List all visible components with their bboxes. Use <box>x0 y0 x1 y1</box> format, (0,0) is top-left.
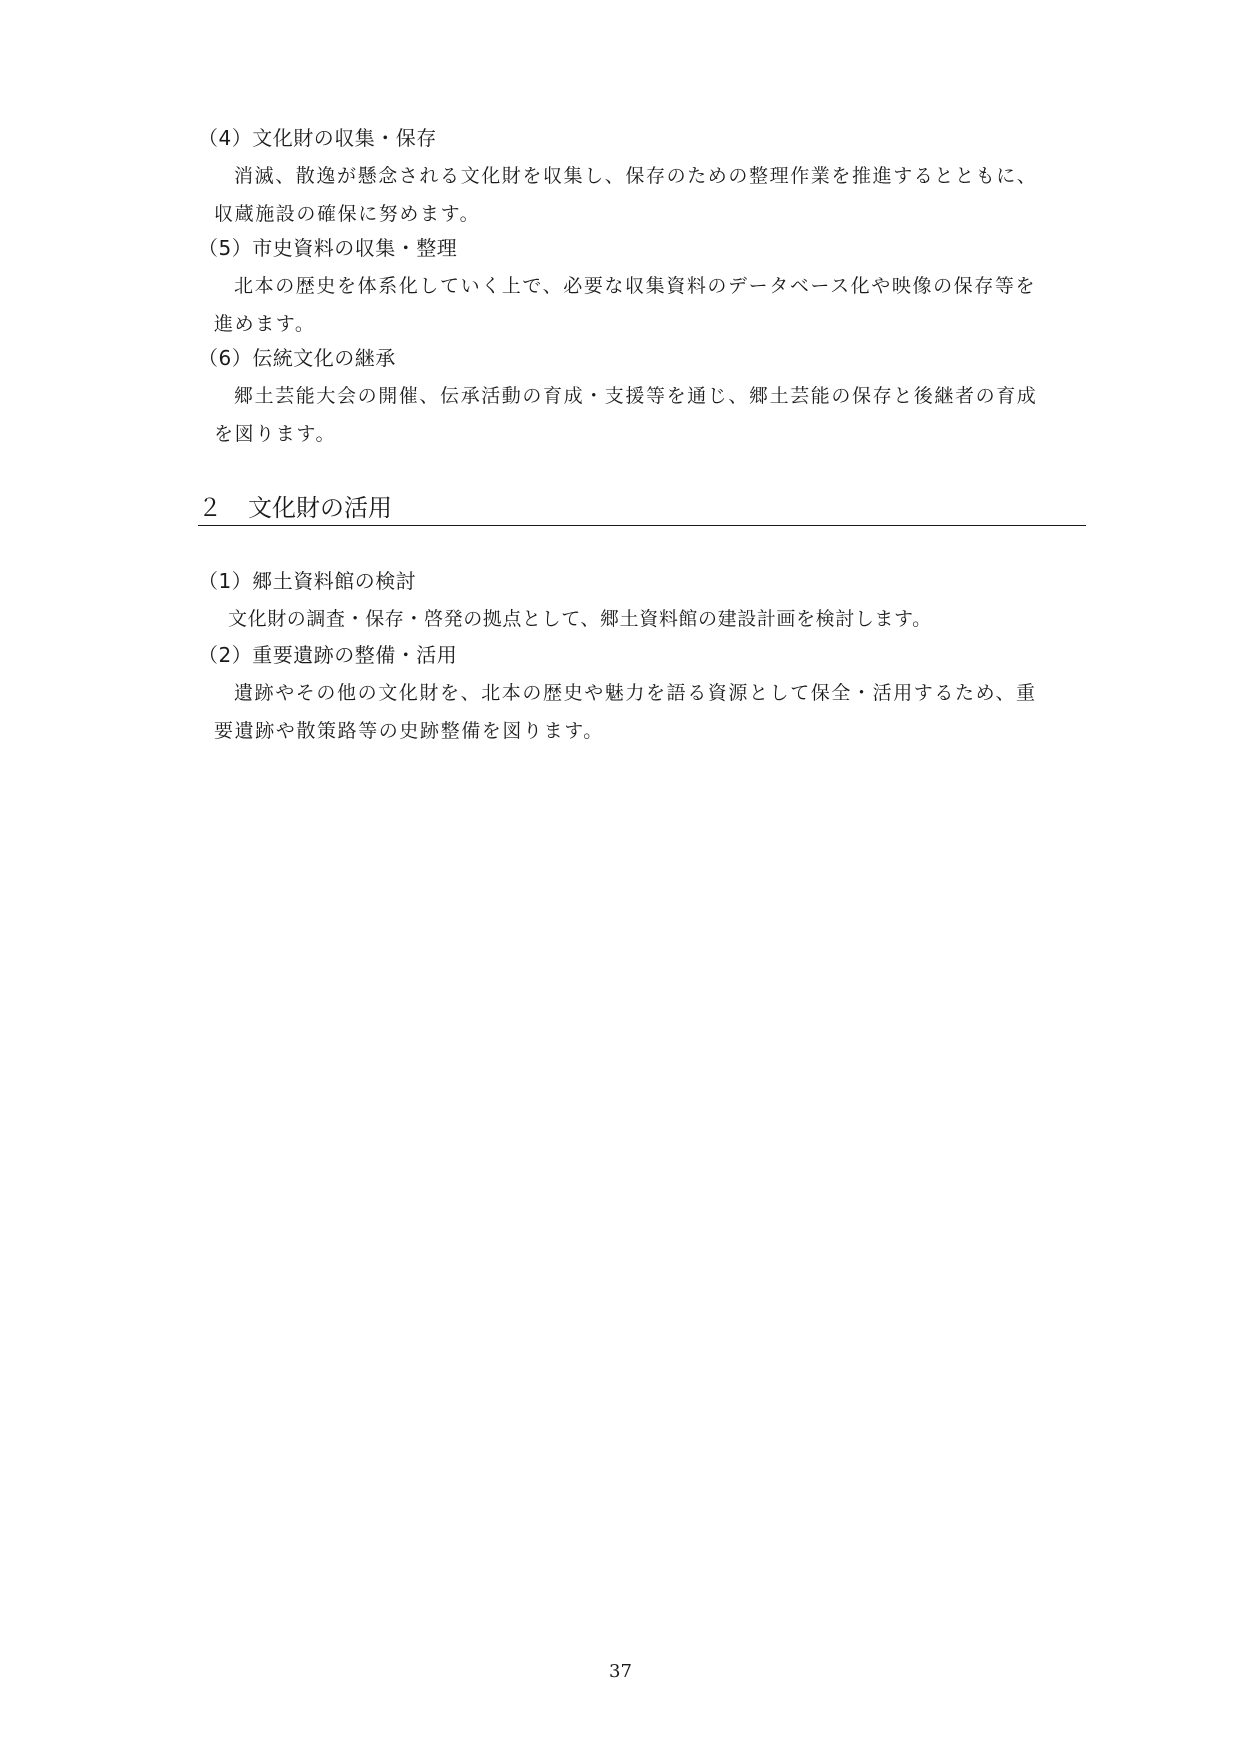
item-body-line: 要遺跡や散策路等の史跡整備を図ります。 <box>214 720 604 742</box>
item-heading-b2: （2）重要遺跡の整備・活用 <box>198 643 458 667</box>
item-body-line: 収蔵施設の確保に努めます。 <box>214 203 481 225</box>
section-number: ２ <box>198 494 222 522</box>
item-body-line: 遺跡やその他の文化財を、北本の歴史や魅力を語る資源として保全・活用するため、重 <box>234 682 1037 704</box>
item-body-6 <box>214 377 1084 453</box>
item-heading-4: （4）文化財の収集・保存 <box>198 126 437 150</box>
section-heading <box>198 493 1086 526</box>
item-body-line: 郷土芸能大会の開催、伝承活動の育成・支援等を通じ、郷土芸能の保存と後継者の育成 <box>234 385 1038 407</box>
item-body-4 <box>214 157 1084 233</box>
item-body-line: 文化財の調査・保存・啓発の拠点として、郷土資料館の建設計画を検討します。 <box>228 608 932 630</box>
item-body-b1 <box>214 600 1084 638</box>
section-title: 文化財の活用 <box>248 494 392 522</box>
item-body-line: を図ります。 <box>214 423 337 445</box>
item-body-b2 <box>214 674 1084 750</box>
item-body-line: 北本の歴史を体系化していく上で、必要な収集資料のデータベース化や映像の保存等を <box>234 275 1037 297</box>
item-body-line: 消滅、散逸が懸念される文化財を収集し、保存のための整理作業を推進するとともに、 <box>234 165 1038 187</box>
page-number: 37 <box>609 1661 632 1682</box>
item-body-5 <box>214 267 1084 343</box>
item-heading-b1: （1）郷土資料館の検討 <box>198 569 417 593</box>
item-body-line: 進めます。 <box>214 313 316 335</box>
item-heading-6: （6）伝統文化の継承 <box>198 346 396 370</box>
item-heading-5: （5）市史資料の収集・整理 <box>198 236 458 260</box>
